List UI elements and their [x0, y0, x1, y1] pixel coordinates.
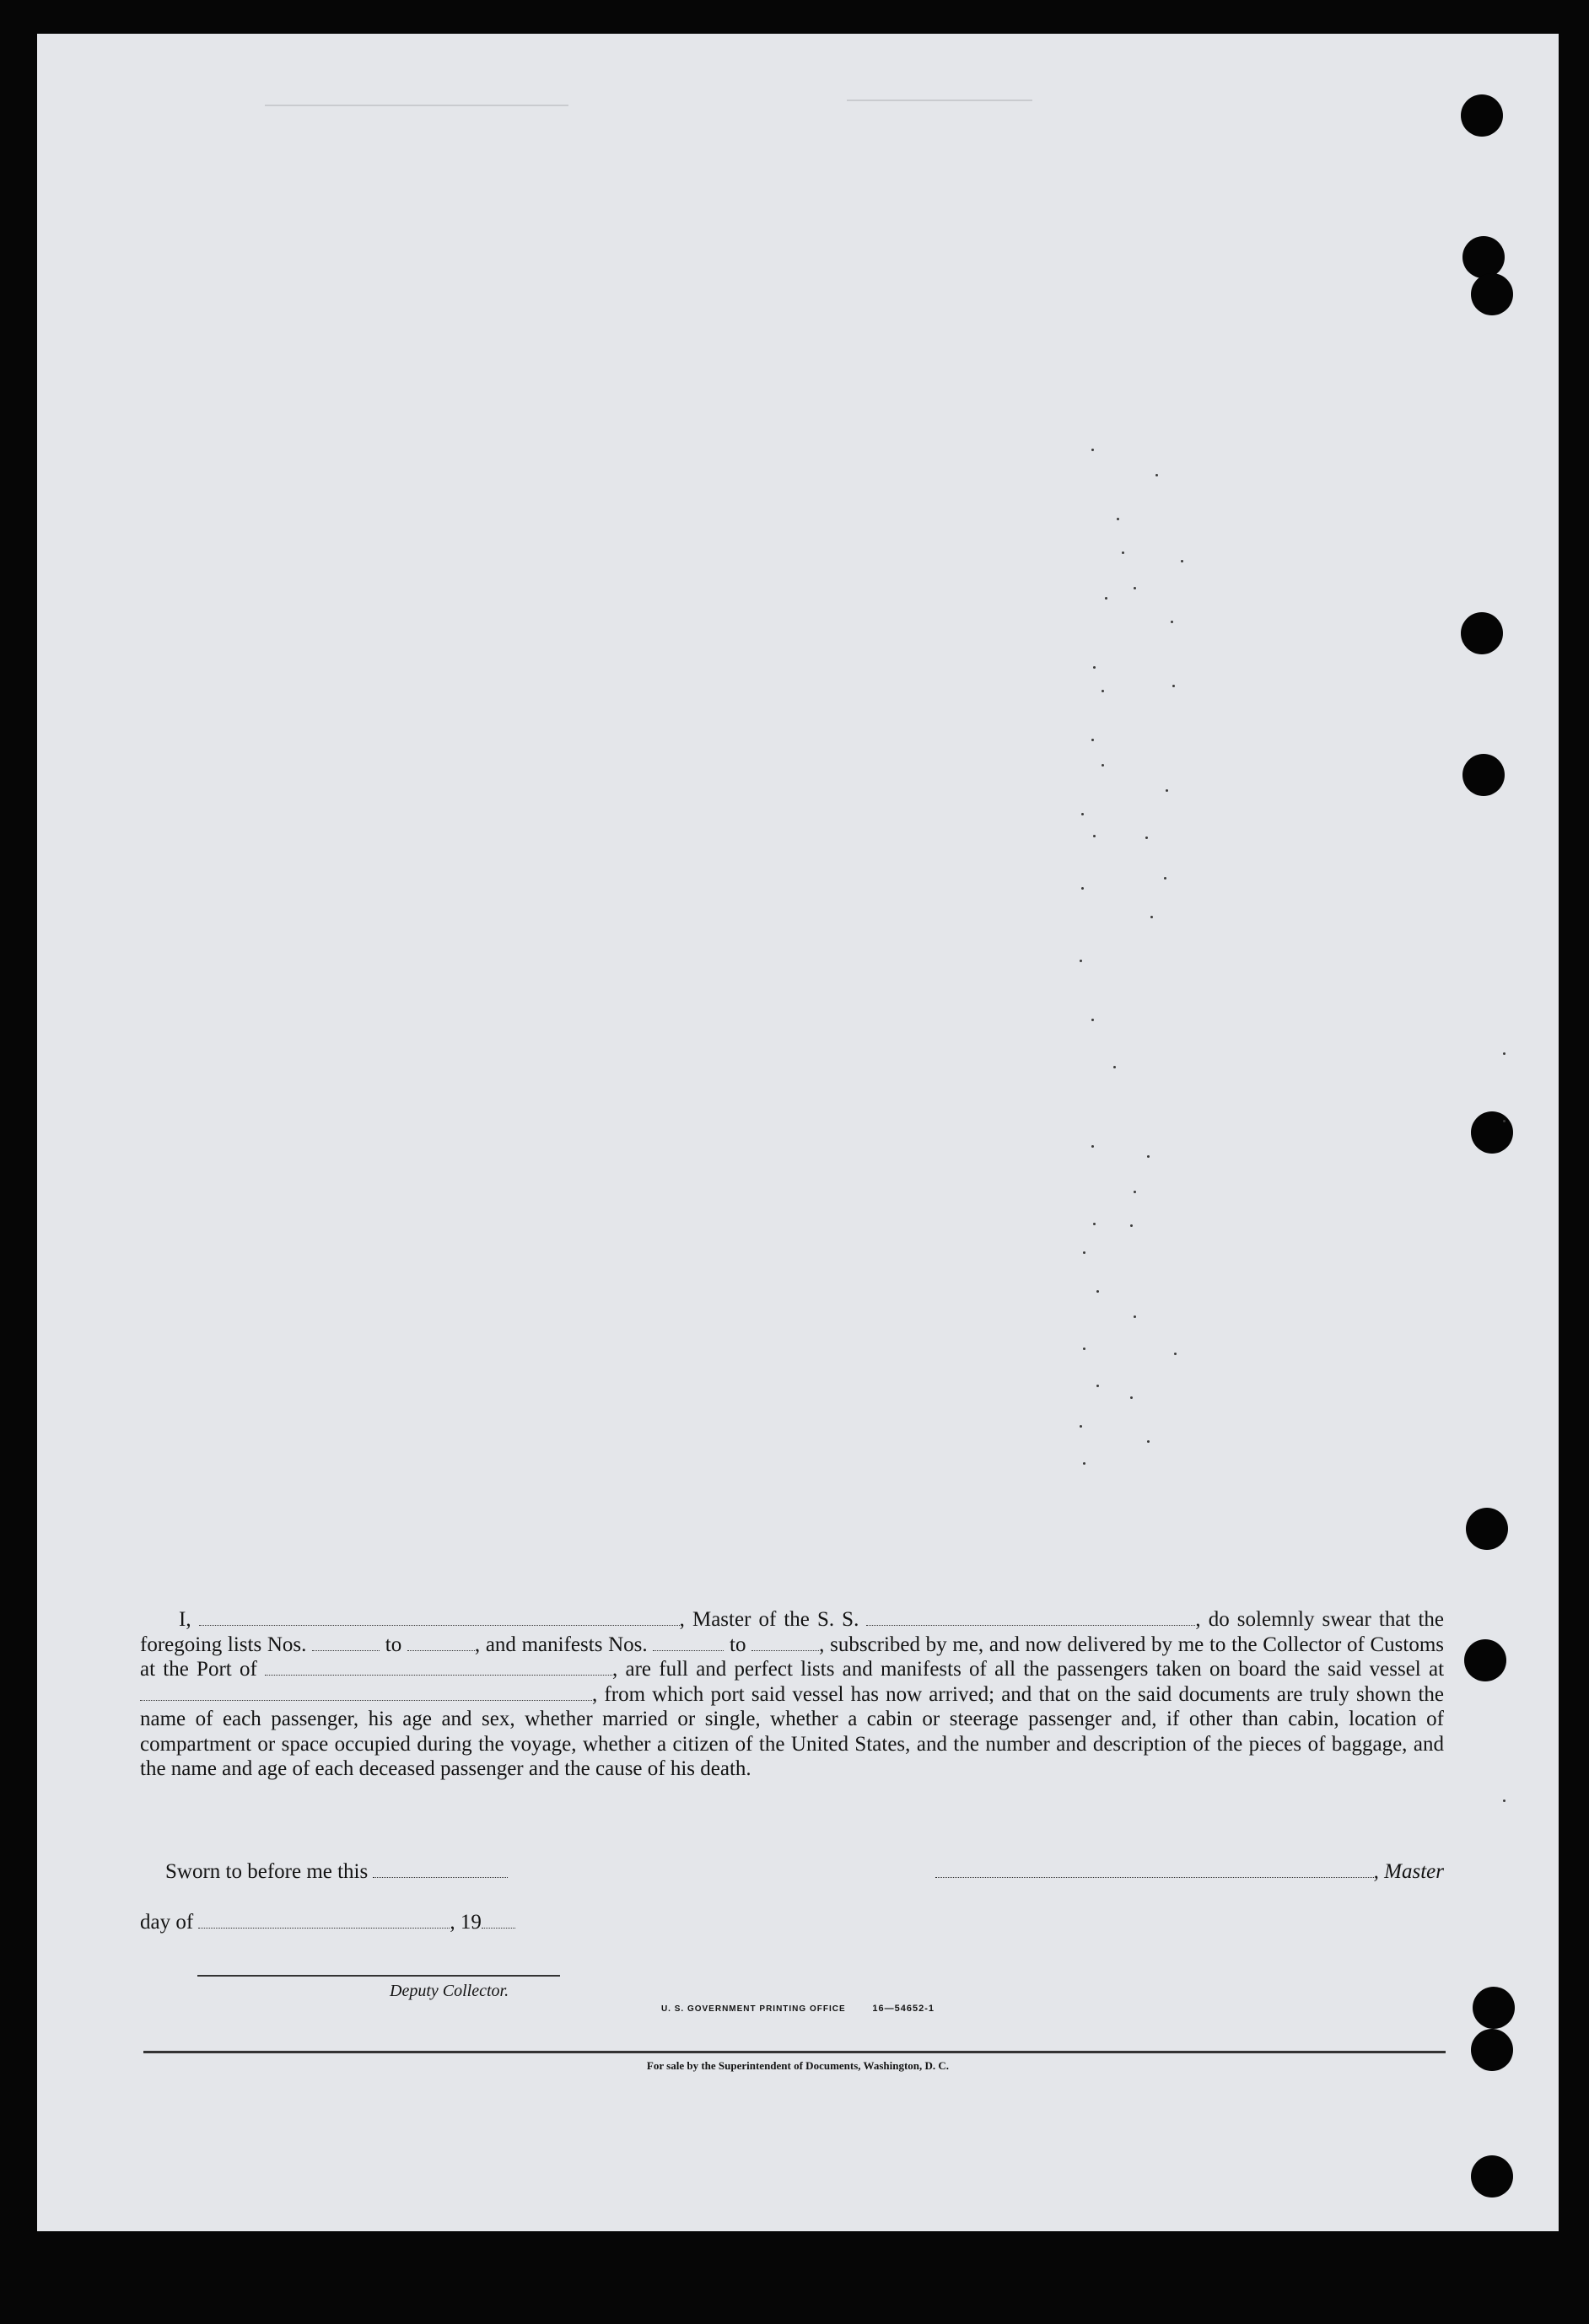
month-blank[interactable] — [198, 1927, 450, 1929]
binder-hole — [1462, 236, 1505, 278]
deputy-signature-rule[interactable] — [197, 1975, 560, 1977]
deputy-collector-label: Deputy Collector. — [390, 1982, 509, 2000]
oath-port-of: delivered by me to the Collector of Customs at the Port of — [140, 1633, 1445, 1681]
binder-hole — [1461, 94, 1503, 137]
oath-body: port said vessel has now arrived; and that on the said documents are truly shown the name of each passenger, his age and sex, whether married or single, whether a cabin or steerage passenger and, if other than cabin, location of compartment or space occupied during the voyage, whether a citizen of the United States, and the number and description of the pieces of baggage, and the name and age of each deceased passenger and the cause of his death. — [140, 1682, 1444, 1780]
vessel-name-blank[interactable] — [866, 1624, 1195, 1626]
port-of-departure-blank[interactable] — [140, 1699, 592, 1701]
manifest-page — [37, 34, 1559, 2231]
sale-notice: For sale by the Superintendent of Documents, Washington, D. C. — [646, 2059, 950, 2072]
day-of-line — [140, 1911, 515, 1934]
oath-from-which: , from which — [592, 1682, 704, 1706]
footer-rule — [143, 2051, 1446, 2053]
faint-rule — [847, 100, 1032, 101]
oath-paragraph — [140, 1607, 1444, 1782]
faint-rule — [265, 105, 568, 106]
master-name-blank[interactable] — [199, 1624, 680, 1626]
oath-manifests-nos: , and manifests Nos. — [474, 1633, 648, 1656]
oath-solemnly: , do solemnly — [1195, 1608, 1315, 1631]
oath-subscribed: , subscribed by me, and now — [819, 1633, 1062, 1656]
sworn-line — [165, 1860, 508, 1884]
binder-hole — [1471, 2155, 1513, 2198]
sworn-date-blank[interactable] — [373, 1876, 508, 1878]
binder-hole — [1471, 273, 1513, 315]
list-from-blank[interactable] — [312, 1649, 380, 1651]
binder-hole — [1471, 1111, 1513, 1154]
printer-imprint — [37, 2004, 1559, 2014]
master-signature-line — [935, 1860, 1444, 1884]
master-signature-blank[interactable] — [935, 1876, 1374, 1878]
binder-hole — [1464, 1639, 1506, 1681]
binder-hole — [1466, 1508, 1508, 1550]
oath-full-perfect: , are full and perfect lists and — [612, 1658, 873, 1681]
year-blank[interactable] — [482, 1927, 515, 1929]
manifest-from-blank[interactable] — [653, 1649, 724, 1651]
master-label: , Master — [1373, 1860, 1444, 1883]
oath-to-2: to — [730, 1633, 746, 1656]
form-number: 16—54652-1 — [872, 2004, 935, 2014]
port-of-arrival-blank[interactable] — [265, 1674, 612, 1676]
year-prefix: , 19 — [450, 1911, 482, 1934]
oath-to-1: to — [385, 1633, 402, 1656]
master-oath — [140, 1607, 1444, 1782]
sworn-label: Sworn to before me this — [165, 1860, 369, 1883]
day-of-label: day of — [140, 1911, 194, 1934]
binder-hole — [1462, 754, 1505, 796]
manifest-to-blank[interactable] — [751, 1649, 819, 1651]
oath-i: I, — [179, 1608, 191, 1631]
oath-master-of: , Master of the S. S. — [679, 1608, 859, 1631]
oath-lists-nos: swear that the foregoing lists Nos. — [140, 1608, 1445, 1656]
binder-hole — [1461, 612, 1503, 654]
printer-name: U. S. GOVERNMENT PRINTING OFFICE — [660, 2004, 846, 2014]
oath-vessel-at: manifests of all the passengers taken on board the said vessel at — [881, 1658, 1445, 1681]
list-to-blank[interactable] — [407, 1649, 475, 1651]
